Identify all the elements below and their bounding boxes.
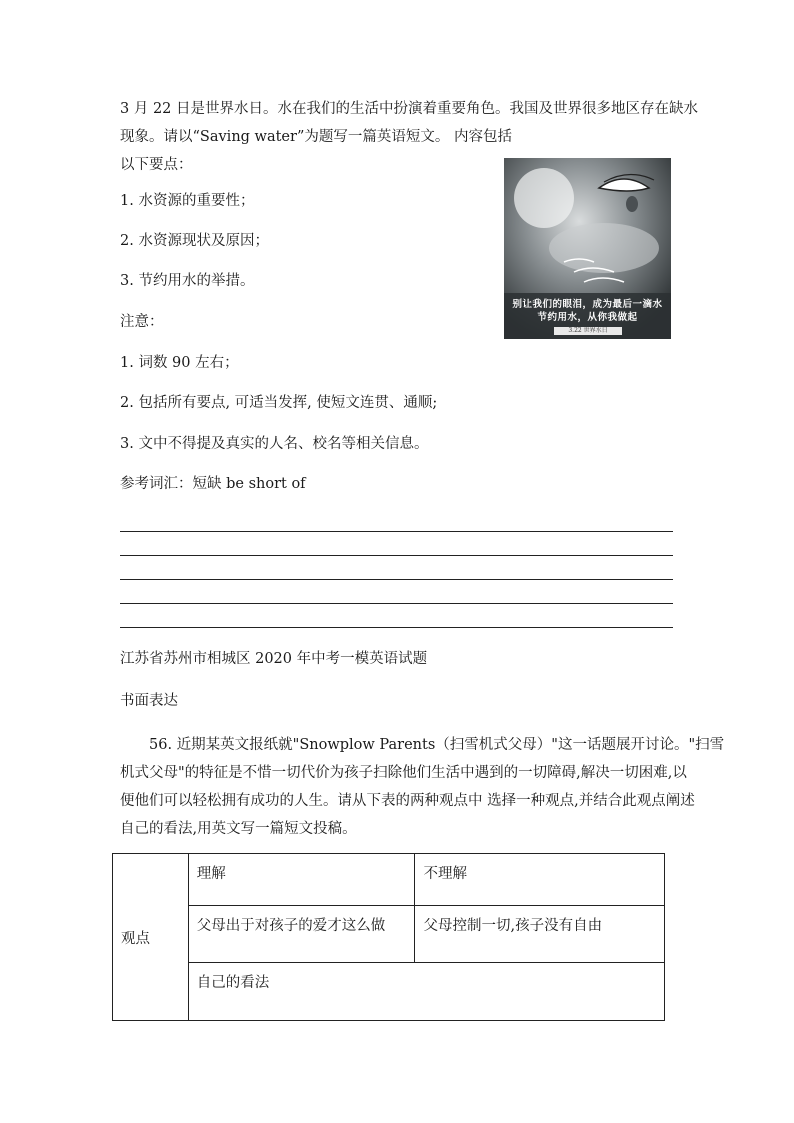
note-3: 3. 文中不得提及真实的人名、校名等相关信息。	[120, 436, 429, 452]
prompt-line: 自己的看法,用英文写一篇短文投稿。	[120, 821, 357, 837]
col2-reason: 父母控制一切,孩子没有自由	[423, 918, 603, 934]
viewpoints-table	[112, 853, 665, 1021]
prompt-line: 56. 近期某英文报纸就"Snowplow Parents（扫雪机式父母）"这一话题展开讨论。"扫雪	[149, 737, 725, 753]
own-view-label: 自己的看法	[196, 975, 270, 991]
prompt-line: 以下要点：	[120, 157, 193, 173]
point-1: 1. 水资源的重要性；	[120, 193, 255, 209]
prompt-line: 现象。请以“Saving water”为题写一篇英语短文。 内容包括	[120, 129, 512, 145]
col1-reason-cell	[188, 906, 415, 963]
section-heading: 书面表达	[120, 693, 178, 709]
answer-line[interactable]	[120, 603, 673, 604]
row-header: 观点	[121, 930, 150, 947]
poster-caption: 别让我们的眼泪，成为最后一滴水 节约用水，从你我做起	[512, 299, 663, 323]
col2-header: 不理解	[423, 866, 467, 882]
answer-line[interactable]	[120, 627, 673, 628]
poster-logo: 3.22 世界水日	[554, 327, 622, 335]
answer-line[interactable]	[120, 531, 673, 532]
question-56-prompt	[120, 731, 725, 843]
col2-reason-cell	[415, 906, 665, 963]
vocab-hint: 参考词汇：短缺 be short of	[120, 476, 306, 492]
prompt-line: 3 月 22 日是世界水日。水在我们的生活中扮演着重要角色。我国及世界很多地区存在缺水	[120, 101, 698, 117]
prompt-line: 便他们可以轻松拥有成功的人生。请从下表的两种观点中 选择一种观点,并结合此观点阐述	[120, 793, 695, 809]
col2-header-cell	[415, 854, 665, 906]
note-1: 1. 词数 90 左右；	[120, 355, 239, 371]
point-3: 3. 节约用水的举措。	[120, 273, 255, 289]
answer-line[interactable]	[120, 555, 673, 556]
row-header-cell	[113, 854, 189, 1021]
notes-heading: 注意：	[120, 314, 164, 330]
exam-source: 江苏省苏州市相城区 2020 年中考一模英语试题	[120, 651, 428, 667]
point-2: 2. 水资源现状及原因；	[120, 233, 269, 249]
prompt-line: 机式父母"的特征是不惜一切代价为孩子扫除他们生活中遇到的一切障碍,解决一切困难,以	[120, 765, 687, 781]
water-day-poster	[504, 158, 671, 339]
note-2: 2. 包括所有要点, 可适当发挥, 使短文连贯、通顺;	[120, 395, 438, 411]
answer-line[interactable]	[120, 579, 673, 580]
col1-header-cell	[188, 854, 415, 906]
col1-header: 理解	[196, 866, 226, 882]
own-view-cell[interactable]	[188, 963, 664, 1021]
col1-reason: 父母出于对孩子的爱才这么做	[196, 918, 386, 934]
